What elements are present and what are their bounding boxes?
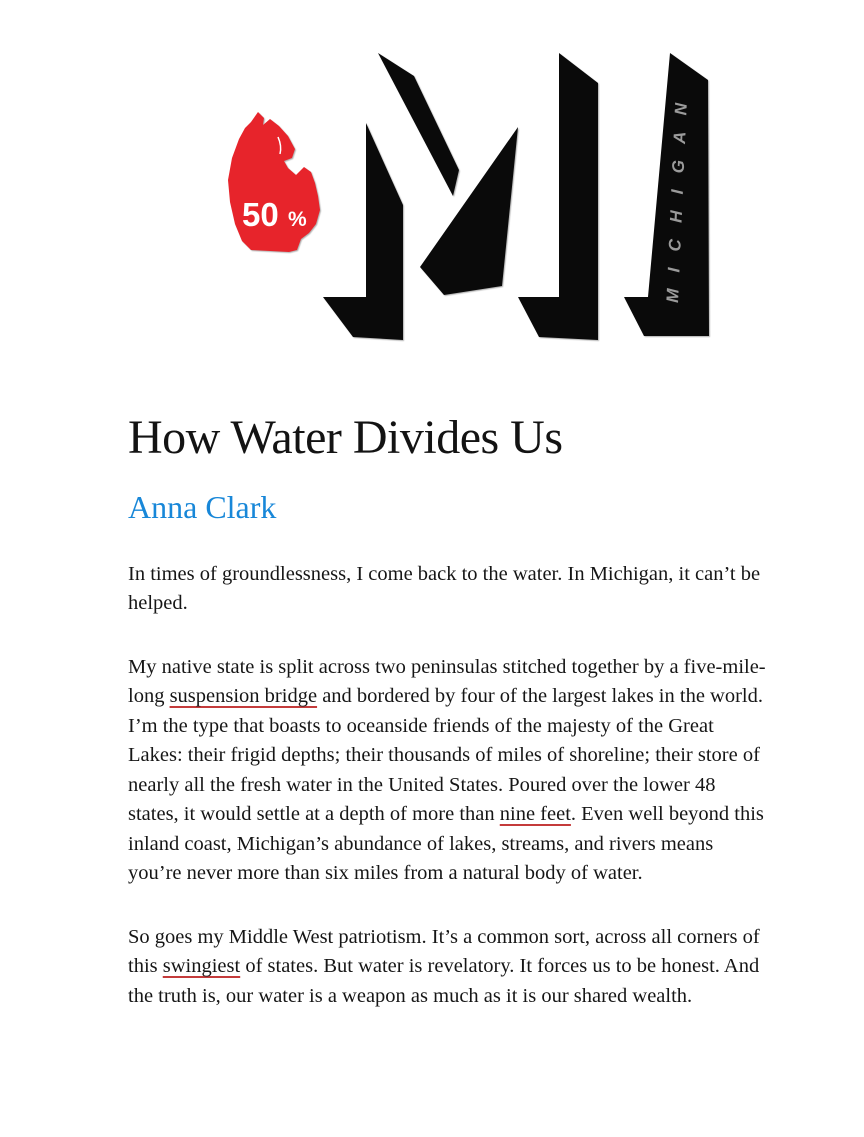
letter-i — [624, 53, 709, 336]
letter-m — [323, 53, 598, 340]
inline-link[interactable]: nine feet — [499, 803, 571, 826]
letter-m-left-stroke — [323, 123, 403, 340]
mi-michigan-logo[interactable] — [216, 45, 716, 355]
article-page — [0, 45, 864, 1012]
mi-logo-graphic — [216, 45, 716, 355]
inline-link[interactable]: swingiest — [162, 955, 241, 978]
state-percent-value: 50 — [242, 196, 279, 233]
paragraph: So goes my Middle West patriotism. It’s a common sort, across all corners of this swingiest of states. But water is revelatory. It forces us to be honest. And the truth is, our water is a weapon as much as it is our shared wealth. — [128, 925, 760, 1007]
michigan-vertical-label: MICHIGAN — [663, 102, 691, 304]
state-percent-sign: % — [288, 208, 307, 231]
inline-link[interactable]: suspension bridge — [169, 685, 318, 708]
author-byline[interactable]: Anna Clark — [128, 488, 277, 525]
article-body — [128, 560, 768, 1012]
letter-m-right-stroke — [518, 53, 598, 340]
paragraph: In times of groundlessness, I come back to the water. In Michigan, it can’t be helped. — [128, 562, 761, 615]
letter-m-diagonal-stroke — [378, 53, 459, 196]
paragraph: My native state is split across two peninsulas stitched together by a five-mile-long suspension bridge and bordered by four of the largest lakes in the world. I’m the type that boasts to oceanside friends of the majesty of the Great Lakes: their frigid depths; their thousands of miles of shoreline; their store of nearly all the fresh water in the United States. Poured over the lower 48 states, it would settle at a depth of more than nine feet. Even well beyond this inland coast, Michigan’s abundance of lakes, streams, and rivers means you’re never more than six miles from a natural body of water. — [128, 655, 766, 885]
page-title: How Water Divides Us — [128, 411, 563, 464]
